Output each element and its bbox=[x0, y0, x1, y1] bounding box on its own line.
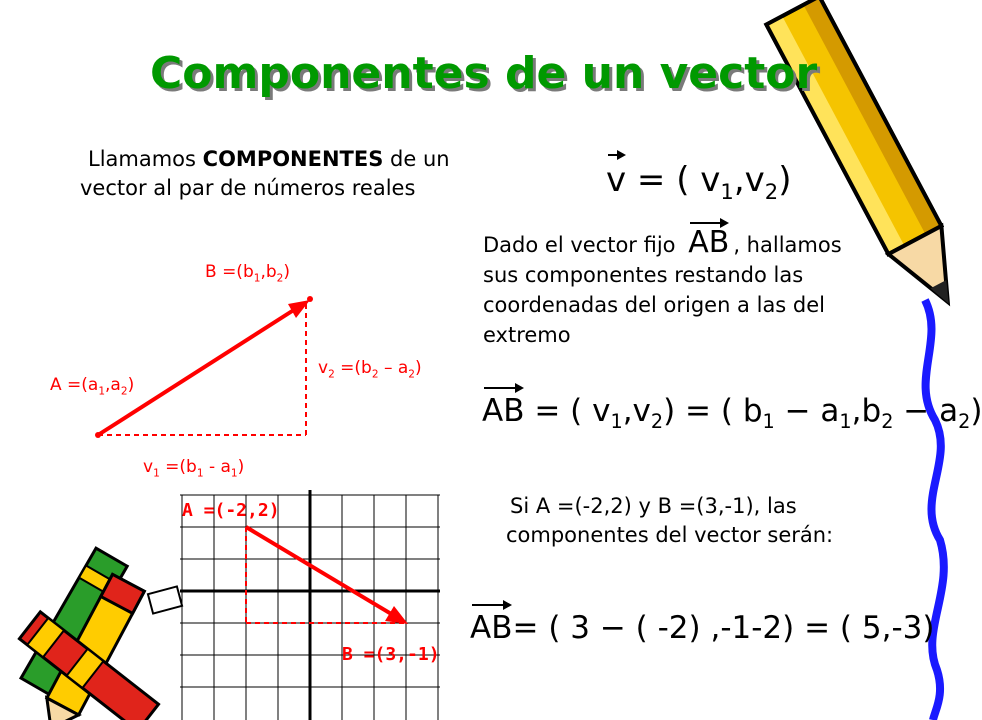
formula-example-rest: = ( 3 − ( -2) ,-1-2) = ( 5,-3) bbox=[512, 610, 935, 646]
f-s2: 2 bbox=[650, 410, 664, 434]
f-s1: 1 bbox=[610, 410, 623, 434]
intro-strong: COMPONENTES bbox=[202, 147, 384, 171]
f-c: ) = ( b bbox=[663, 393, 763, 429]
f-g: ) bbox=[970, 393, 982, 429]
f-s4: 1 bbox=[839, 410, 852, 434]
label-b-example: B =(3,-1) bbox=[342, 644, 440, 665]
label-b-generic: $B =(b_1,b_2)$ bbox=[205, 262, 290, 285]
label-a-example: A =(-2,2) bbox=[182, 500, 280, 521]
f-f: − a bbox=[893, 393, 959, 429]
vector-diagram-grid bbox=[180, 490, 442, 720]
formula-eq: = ( v bbox=[626, 160, 721, 200]
example-text bbox=[506, 492, 866, 550]
f-s6: 2 bbox=[958, 410, 971, 434]
formula-sub1: 1 bbox=[720, 178, 734, 204]
label-a-generic: $A =(a_1,a_2)$ bbox=[50, 375, 135, 398]
f-b: ,v bbox=[622, 393, 651, 429]
example-vector-arrow bbox=[246, 527, 398, 618]
label-v1-generic: $v_1 =(b_1 - a_1)$ bbox=[143, 457, 245, 480]
squiggle-right-icon bbox=[905, 300, 960, 720]
intro-suffix: de un vector al par de números reales bbox=[80, 147, 450, 200]
formula-vector-components bbox=[606, 160, 791, 204]
label-v2-generic: $v_2 =(b_2 - a_2)$ bbox=[318, 358, 422, 381]
example-sentence: Si A =(-2,2) y B =(3,-1), las componentes del vector serán: bbox=[506, 494, 834, 547]
intro-prefix: Llamamos bbox=[88, 147, 203, 171]
f-s3: 1 bbox=[762, 410, 775, 434]
vector-ab-example-symbol: AB bbox=[470, 610, 513, 646]
vector-arrow bbox=[98, 306, 300, 435]
point-a bbox=[95, 432, 101, 438]
point-b bbox=[307, 296, 313, 302]
vector-ab-symbol: AB bbox=[688, 225, 730, 260]
dado-before: Dado el vector fijo bbox=[483, 233, 676, 257]
vector-ab-formula-symbol: AB bbox=[482, 393, 525, 429]
f-a: = ( v bbox=[524, 393, 611, 429]
dado-after: , hallamos sus componentes restando las coordenadas del origen a las del extremo bbox=[483, 233, 842, 347]
formula-ab-components bbox=[482, 393, 982, 433]
formula-end: ) bbox=[778, 160, 792, 200]
f-d: − a bbox=[774, 393, 840, 429]
vector-v-symbol: v bbox=[606, 160, 627, 200]
intro-text bbox=[80, 145, 470, 203]
page-title: Componentes de un vector bbox=[150, 48, 818, 99]
f-s5: 2 bbox=[881, 410, 894, 434]
vector-diagram-generic bbox=[80, 280, 340, 450]
formula-sub2: 2 bbox=[764, 178, 779, 204]
crayons-bottom-left-icon bbox=[0, 560, 190, 720]
formula-mid: ,v bbox=[733, 160, 765, 200]
f-e: ,b bbox=[851, 393, 882, 429]
dado-text bbox=[483, 225, 863, 350]
example-arrowhead bbox=[385, 606, 408, 624]
formula-example bbox=[470, 610, 934, 646]
